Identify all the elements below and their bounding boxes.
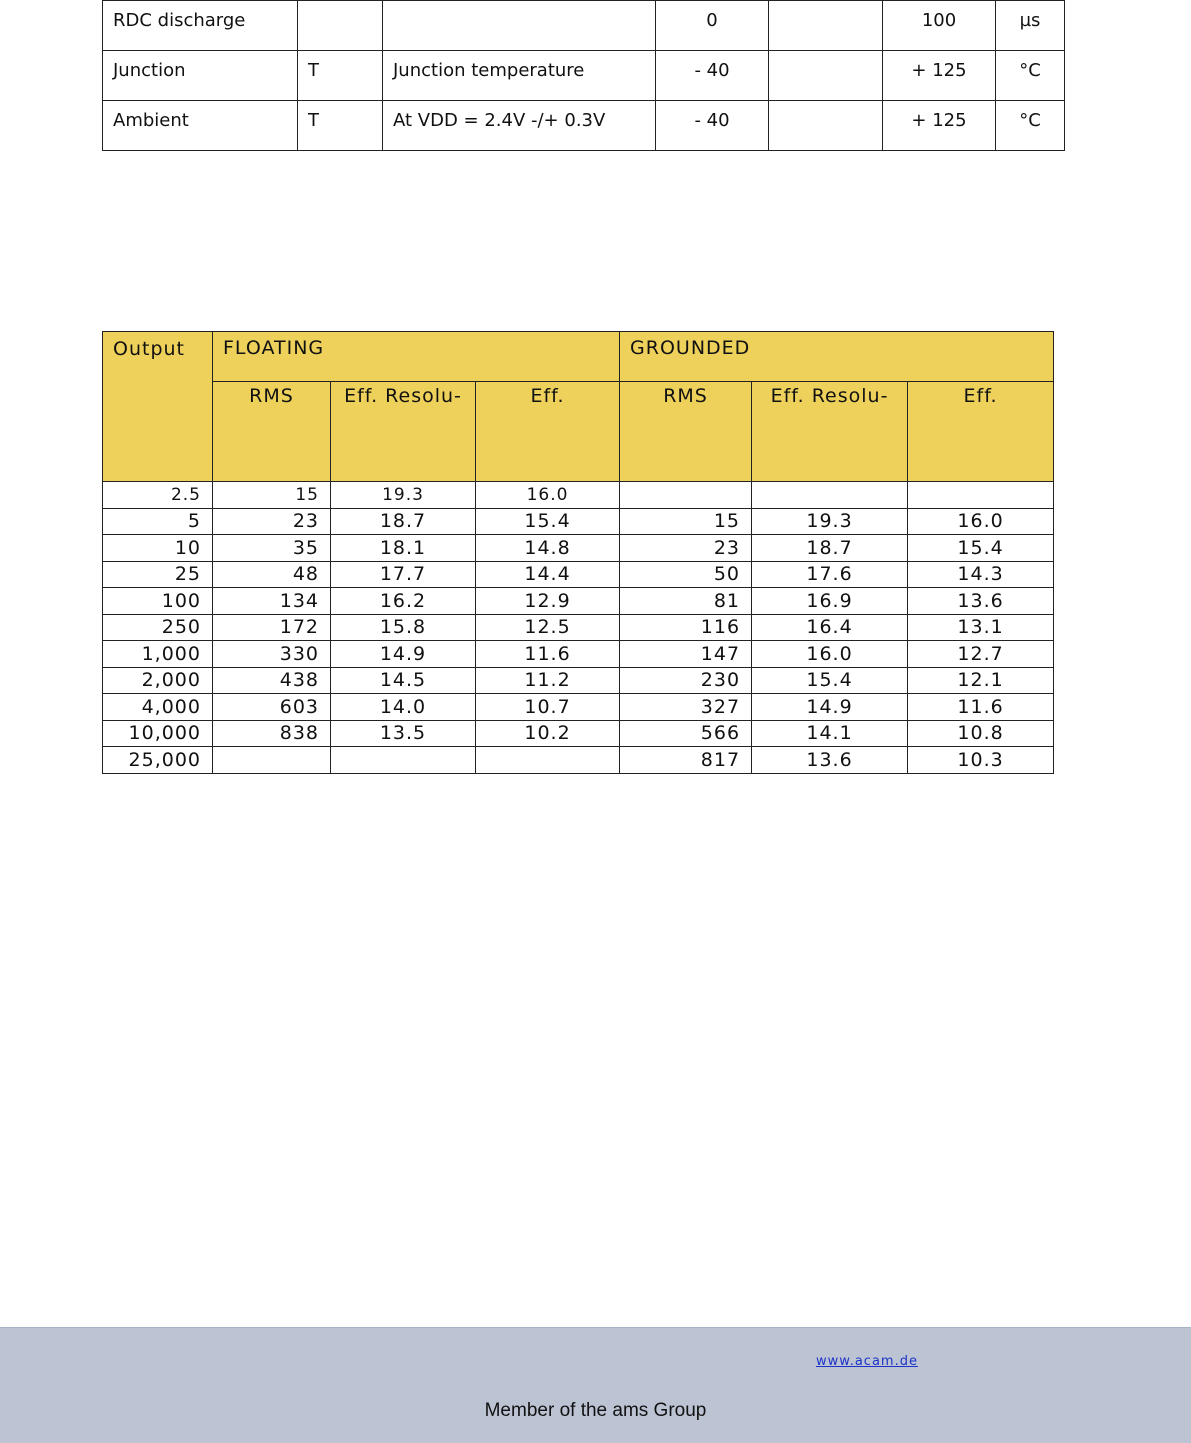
table-row bbox=[103, 561, 1054, 588]
spec-min: - 40 bbox=[656, 101, 769, 151]
table-cell: 16.0 bbox=[476, 482, 620, 509]
table-cell: 12.7 bbox=[908, 641, 1054, 668]
table-cell: 16.0 bbox=[752, 641, 908, 668]
spec-max: + 125 bbox=[883, 101, 996, 151]
table-cell bbox=[476, 747, 620, 774]
spec-max: + 125 bbox=[883, 51, 996, 101]
spec-condition bbox=[383, 1, 656, 51]
table-row bbox=[103, 535, 1054, 562]
member-text: Member of the ams Group bbox=[484, 1400, 707, 1421]
table-cell: 116 bbox=[620, 614, 752, 641]
table-cell: 18.7 bbox=[752, 535, 908, 562]
table-cell: 19.3 bbox=[331, 482, 476, 509]
table-cell: 18.1 bbox=[331, 535, 476, 562]
table-cell: 35 bbox=[213, 535, 331, 562]
table-cell: 2,000 bbox=[103, 667, 213, 694]
table-cell: 250 bbox=[103, 614, 213, 641]
table-cell: 48 bbox=[213, 561, 331, 588]
table-cell: 15 bbox=[620, 508, 752, 535]
resolution-table-body bbox=[103, 482, 1054, 774]
table-row bbox=[103, 641, 1054, 668]
page-footer bbox=[0, 1327, 1191, 1443]
spec-condition: At VDD = 2.4V -/+ 0.3V bbox=[383, 101, 656, 151]
spec-row bbox=[103, 1, 1065, 51]
subheader-cell: Eff. Resolu- bbox=[331, 382, 476, 482]
table-cell: 566 bbox=[620, 720, 752, 747]
spec-min: - 40 bbox=[656, 51, 769, 101]
subheader-cell: Eff. Resolu- bbox=[752, 382, 908, 482]
spec-typ bbox=[769, 101, 883, 151]
spec-max: 100 bbox=[883, 1, 996, 51]
table-cell: 10.2 bbox=[476, 720, 620, 747]
table-cell: 13.5 bbox=[331, 720, 476, 747]
table-cell: 12.9 bbox=[476, 588, 620, 615]
spec-condition: Junction temperature bbox=[383, 51, 656, 101]
table-cell bbox=[331, 747, 476, 774]
spec-symbol: T bbox=[298, 101, 383, 151]
spec-param: RDC discharge bbox=[103, 1, 298, 51]
table-cell: 23 bbox=[620, 535, 752, 562]
table-cell: 15 bbox=[213, 482, 331, 509]
table-cell: 134 bbox=[213, 588, 331, 615]
subheader-row bbox=[103, 382, 1054, 482]
table-row bbox=[103, 694, 1054, 721]
floating-header: FLOATING bbox=[213, 332, 620, 382]
table-cell: 15.4 bbox=[476, 508, 620, 535]
table-cell: 603 bbox=[213, 694, 331, 721]
table-cell: 10.8 bbox=[908, 720, 1054, 747]
resolution-table bbox=[102, 331, 1054, 774]
table-cell: 147 bbox=[620, 641, 752, 668]
table-cell: 25,000 bbox=[103, 747, 213, 774]
table-cell: 12.5 bbox=[476, 614, 620, 641]
table-cell: 13.1 bbox=[908, 614, 1054, 641]
table-cell: 10,000 bbox=[103, 720, 213, 747]
spec-symbol: T bbox=[298, 51, 383, 101]
table-cell: 14.9 bbox=[752, 694, 908, 721]
table-cell: 14.4 bbox=[476, 561, 620, 588]
table-cell: 14.9 bbox=[331, 641, 476, 668]
table-cell: 4,000 bbox=[103, 694, 213, 721]
table-cell: 14.3 bbox=[908, 561, 1054, 588]
table-cell: 19.3 bbox=[752, 508, 908, 535]
table-cell: 100 bbox=[103, 588, 213, 615]
table-cell: 16.0 bbox=[908, 508, 1054, 535]
table-cell: 16.4 bbox=[752, 614, 908, 641]
table-cell: 11.6 bbox=[476, 641, 620, 668]
table-cell: 16.2 bbox=[331, 588, 476, 615]
table-cell bbox=[620, 482, 752, 509]
table-cell: 10.7 bbox=[476, 694, 620, 721]
table-row bbox=[103, 720, 1054, 747]
table-cell: 13.6 bbox=[752, 747, 908, 774]
table-cell: 17.6 bbox=[752, 561, 908, 588]
table-cell: 14.5 bbox=[331, 667, 476, 694]
table-cell bbox=[213, 747, 331, 774]
spec-row bbox=[103, 101, 1065, 151]
table-cell: 23 bbox=[213, 508, 331, 535]
subheader-cell: Eff. bbox=[908, 382, 1054, 482]
table-cell: 81 bbox=[620, 588, 752, 615]
spec-table bbox=[102, 0, 1065, 151]
table-row bbox=[103, 614, 1054, 641]
grounded-header: GROUNDED bbox=[620, 332, 1054, 382]
spec-unit: °C bbox=[996, 101, 1065, 151]
header-row bbox=[103, 332, 1054, 382]
table-cell: 11.6 bbox=[908, 694, 1054, 721]
spec-typ bbox=[769, 1, 883, 51]
table-cell: 14.1 bbox=[752, 720, 908, 747]
spec-unit: µs bbox=[996, 1, 1065, 51]
spec-row bbox=[103, 51, 1065, 101]
table-cell: 16.9 bbox=[752, 588, 908, 615]
table-cell: 838 bbox=[213, 720, 331, 747]
table-cell: 2.5 bbox=[103, 482, 213, 509]
table-cell: 10.3 bbox=[908, 747, 1054, 774]
table-cell: 15.4 bbox=[908, 535, 1054, 562]
table-cell: 15.4 bbox=[752, 667, 908, 694]
spec-param: Junction bbox=[103, 51, 298, 101]
table-cell: 14.8 bbox=[476, 535, 620, 562]
table-cell: 14.0 bbox=[331, 694, 476, 721]
table-cell: 5 bbox=[103, 508, 213, 535]
spec-symbol bbox=[298, 1, 383, 51]
spec-unit: °C bbox=[996, 51, 1065, 101]
table-row bbox=[103, 482, 1054, 509]
table-cell: 438 bbox=[213, 667, 331, 694]
spec-min: 0 bbox=[656, 1, 769, 51]
table-cell: 10 bbox=[103, 535, 213, 562]
table-row bbox=[103, 508, 1054, 535]
subheader-cell: RMS bbox=[213, 382, 331, 482]
output-header: Output bbox=[103, 332, 213, 482]
subheader-cell: RMS bbox=[620, 382, 752, 482]
table-cell: 230 bbox=[620, 667, 752, 694]
table-cell: 1,000 bbox=[103, 641, 213, 668]
subheader-cell: Eff. bbox=[476, 382, 620, 482]
table-cell: 15.8 bbox=[331, 614, 476, 641]
spec-param: Ambient bbox=[103, 101, 298, 151]
table-cell: 50 bbox=[620, 561, 752, 588]
table-cell bbox=[752, 482, 908, 509]
table-cell: 18.7 bbox=[331, 508, 476, 535]
table-cell: 17.7 bbox=[331, 561, 476, 588]
table-row bbox=[103, 588, 1054, 615]
table-row bbox=[103, 747, 1054, 774]
spec-typ bbox=[769, 51, 883, 101]
table-cell: 25 bbox=[103, 561, 213, 588]
website-link[interactable]: www.acam.de bbox=[816, 1354, 918, 1369]
table-cell bbox=[908, 482, 1054, 509]
table-row bbox=[103, 667, 1054, 694]
table-cell: 11.2 bbox=[476, 667, 620, 694]
table-cell: 172 bbox=[213, 614, 331, 641]
table-cell: 330 bbox=[213, 641, 331, 668]
table-cell: 817 bbox=[620, 747, 752, 774]
table-cell: 13.6 bbox=[908, 588, 1054, 615]
table-cell: 12.1 bbox=[908, 667, 1054, 694]
table-cell: 327 bbox=[620, 694, 752, 721]
